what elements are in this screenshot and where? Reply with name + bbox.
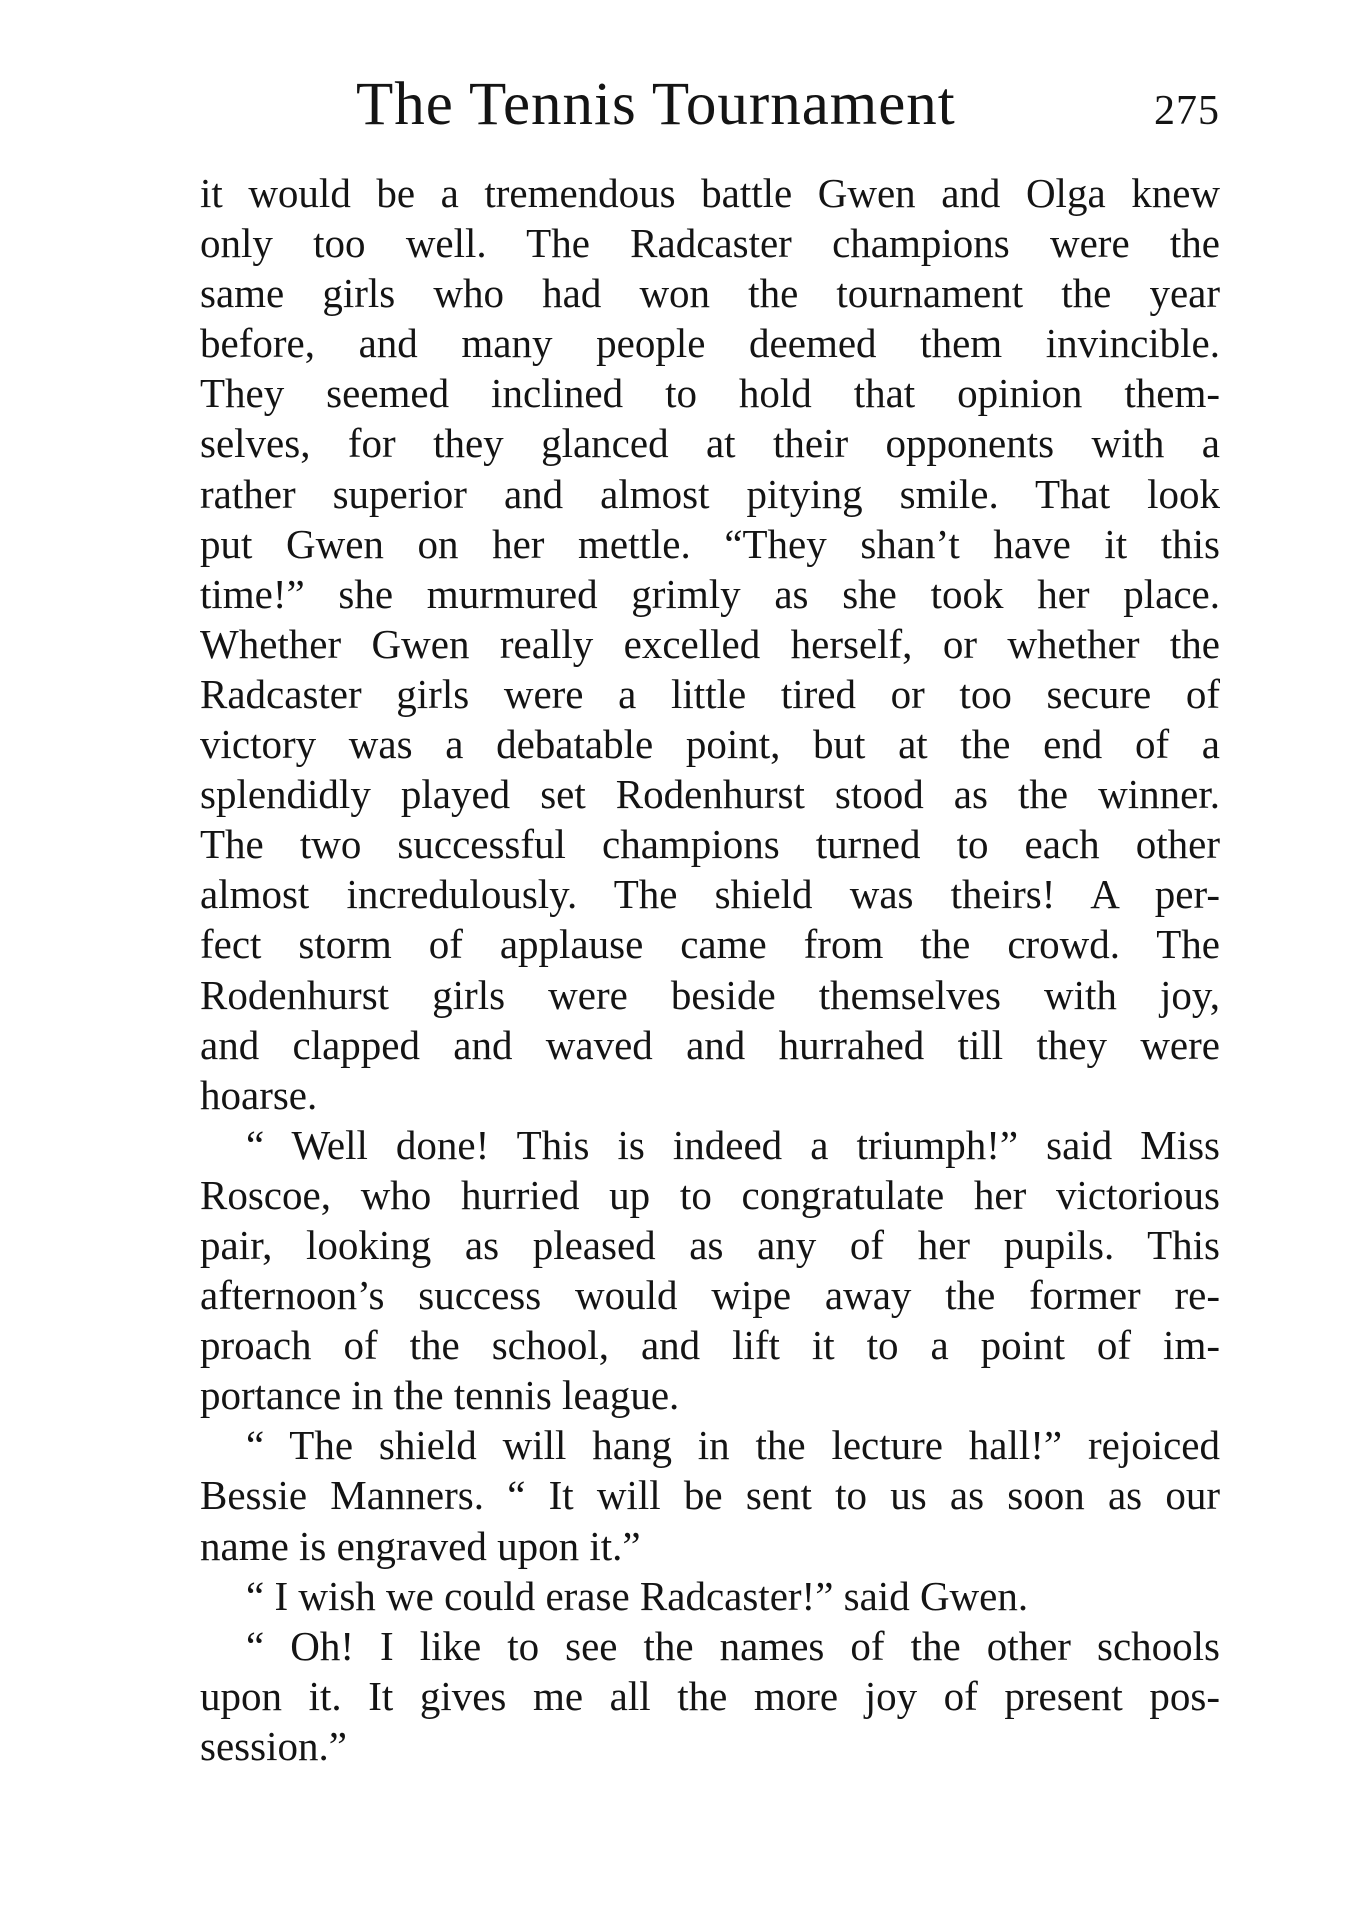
text-line: it would be a tremendous battle Gwen and Olga knew [200,170,1220,216]
text-line: name is engraved upon it.” [200,1522,641,1569]
text-line: upon it. It gives me all the more joy of present pos- [200,1672,1220,1719]
text-line: victory was a debatable point, but at the end of a [200,721,1220,768]
text-line: proach of the school, and lift it to a point of im- [200,1322,1220,1369]
text-line: and clapped and waved and hurrahed till they were [200,1021,1220,1068]
text-line: “ The shield will hang in the lecture hall!” rejoiced [246,1422,1220,1469]
text-line: selves, for they glanced at their opponents with a [200,420,1220,467]
text-line: splendidly played set Rodenhurst stood as the winner. [200,771,1220,818]
text-line: Whether Gwen really excelled herself, or whether the [200,620,1220,667]
text-line: Roscoe, who hurried up to congratulate her victorious [200,1171,1220,1218]
text-line: time!” she murmured grimly as she took her place. [200,570,1220,617]
text-line: only too well. The Radcaster champions were the [200,220,1220,267]
text-line: Bessie Manners. “ It will be sent to us as soon as our [200,1472,1220,1519]
text-line: put Gwen on her mettle. “They shan’t have it this [200,520,1220,567]
text-line: session.” [200,1722,347,1769]
text-line: same girls who had won the tournament the year [200,270,1220,317]
text-line: portance in the tennis league. [200,1372,680,1419]
text-line: before, and many people deemed them invincible. [200,320,1220,367]
running-title: The Tennis Tournament [356,71,956,138]
text-line: “ Oh! I like to see the names of the other schools [246,1622,1220,1669]
running-head [200,60,1220,150]
text-line: They seemed inclined to hold that opinion them- [200,370,1220,417]
text-line: “ Well done! This is indeed a triumph!” said Miss [246,1121,1220,1168]
text-line: pair, looking as pleased as any of her pupils. This [200,1221,1220,1268]
text-line: Rodenhurst girls were beside themselves with joy, [200,971,1220,1018]
text-line: fect storm of applause came from the crowd. The [200,921,1220,968]
body-text [200,168,1220,1771]
text-line: rather superior and almost pitying smile. That look [200,470,1220,517]
text-line: “ I wish we could erase Radcaster!” said Gwen. [246,1572,1029,1619]
text-line: almost incredulously. The shield was theirs! A per- [200,871,1220,918]
page-number: 275 [1154,88,1220,134]
text-line: hoarse. [200,1071,318,1118]
text-line: The two successful champions turned to each other [200,821,1220,868]
text-line: Radcaster girls were a little tired or too secure of [200,670,1220,717]
text-line: afternoon’s success would wipe away the former re- [200,1272,1220,1319]
